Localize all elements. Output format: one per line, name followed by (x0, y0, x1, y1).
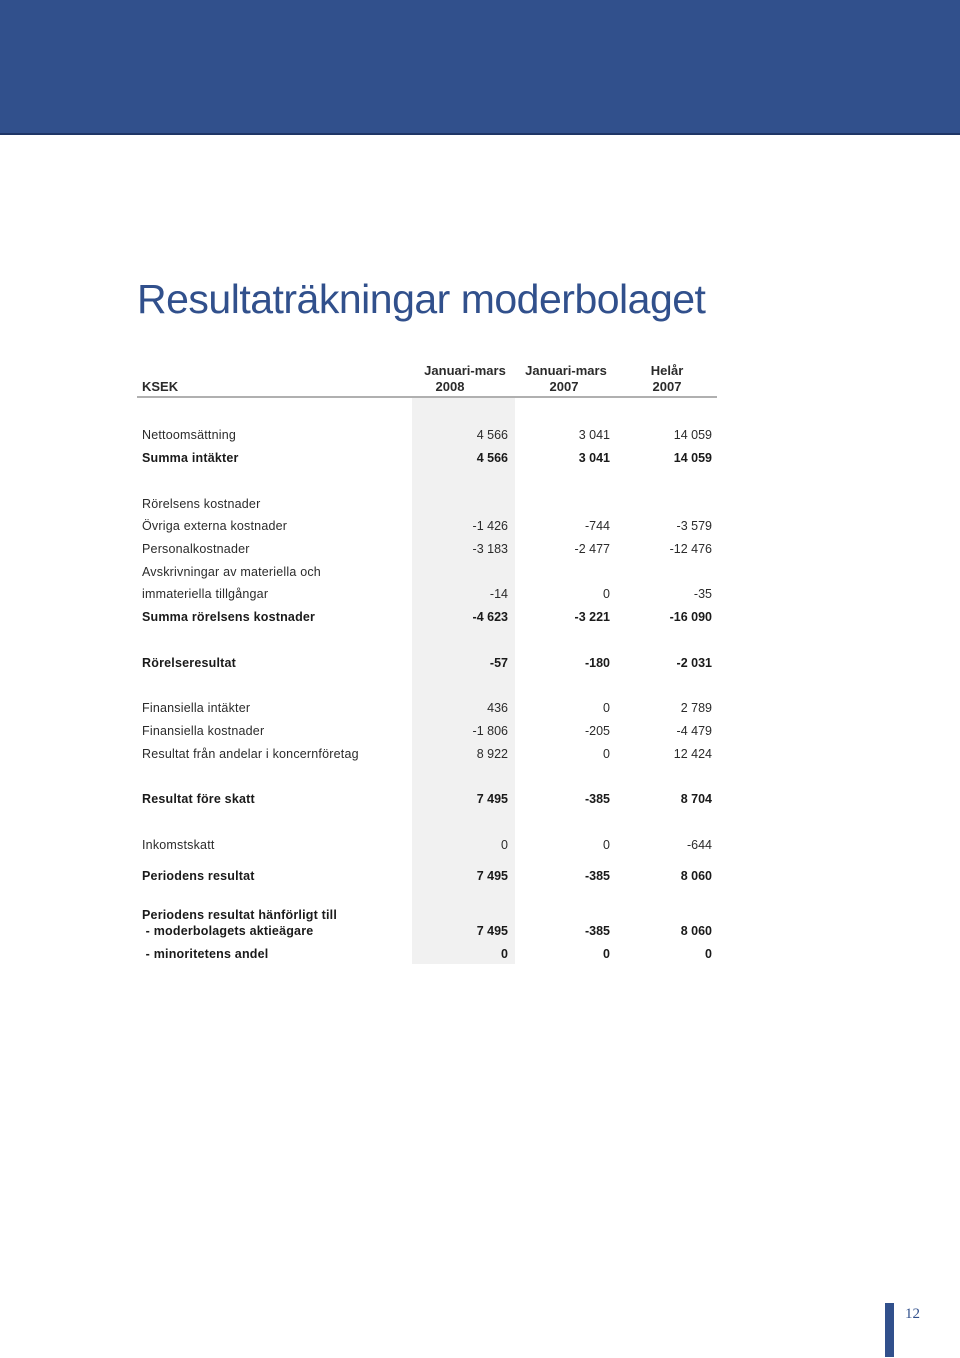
table-row (142, 722, 714, 740)
row-label: - minoritetens andel (142, 947, 269, 961)
value-full-year-2007: -12 476 (669, 542, 712, 556)
col-header-2-year: 2007 (549, 379, 579, 394)
value-jan-mar-2008: -57 (489, 656, 508, 670)
value-jan-mar-2007: 0 (603, 701, 610, 715)
header-band (0, 0, 960, 135)
value-jan-mar-2008: -14 (489, 587, 508, 601)
table-row (142, 426, 714, 444)
row-label: Resultat från andelar i koncernföretag (142, 747, 359, 761)
value-jan-mar-2007: 0 (603, 587, 610, 601)
value-jan-mar-2007: 3 041 (578, 428, 610, 442)
value-full-year-2007: -35 (693, 587, 712, 601)
col-header-1 (418, 363, 512, 395)
row-label: Summa rörelsens kostnader (142, 610, 316, 624)
value-full-year-2007: 0 (705, 947, 712, 961)
value-jan-mar-2008: 7 495 (476, 924, 508, 938)
col-header-2 (519, 363, 613, 395)
page-title: Resultaträkningar moderbolaget (137, 276, 706, 322)
table-row (142, 867, 714, 885)
table-row (142, 608, 714, 626)
value-jan-mar-2007: -180 (584, 656, 610, 670)
value-jan-mar-2008: 0 (501, 947, 508, 961)
value-jan-mar-2007: 0 (603, 747, 610, 761)
header-rule (137, 396, 717, 398)
table-row (142, 495, 714, 513)
value-jan-mar-2007: 0 (603, 838, 610, 852)
value-jan-mar-2008: -3 183 (472, 542, 508, 556)
table-row (142, 699, 714, 717)
row-label: Personalkostnader (142, 542, 250, 556)
value-full-year-2007: -644 (686, 838, 712, 852)
value-jan-mar-2007: 0 (603, 947, 610, 961)
row-label: - moderbolagets aktieägare (142, 924, 314, 938)
page-number: 12 (905, 1306, 920, 1322)
col-header-1-year: 2008 (435, 379, 465, 394)
row-label: Finansiella intäkter (142, 701, 251, 715)
row-label: Övriga externa kostnader (142, 519, 288, 533)
value-jan-mar-2007: -385 (584, 792, 610, 806)
table-row (142, 836, 714, 854)
value-jan-mar-2008: 4 566 (476, 451, 508, 465)
table-row (142, 540, 714, 558)
table-row (142, 449, 714, 467)
value-jan-mar-2007: -3 221 (574, 610, 610, 624)
value-full-year-2007: -16 090 (669, 610, 712, 624)
table-row (142, 922, 714, 940)
value-jan-mar-2007: -385 (584, 924, 610, 938)
table-row (142, 517, 714, 535)
row-label: Rörelsens kostnader (142, 497, 261, 511)
value-jan-mar-2008: 4 566 (476, 428, 508, 442)
page-marker (885, 1303, 894, 1357)
row-label: Nettoomsättning (142, 428, 237, 442)
value-jan-mar-2008: 8 922 (476, 747, 508, 761)
value-jan-mar-2008: 7 495 (476, 792, 508, 806)
value-full-year-2007: 8 060 (680, 924, 712, 938)
value-jan-mar-2008: 0 (501, 838, 508, 852)
row-label: Avskrivningar av materiella och (142, 565, 321, 579)
value-full-year-2007: 8 060 (680, 869, 712, 883)
unit-label: KSEK (142, 379, 179, 394)
value-jan-mar-2007: -744 (584, 519, 610, 533)
value-jan-mar-2008: 7 495 (476, 869, 508, 883)
col-header-2-period: Januari-mars (525, 363, 607, 378)
value-jan-mar-2008: -1 806 (472, 724, 508, 738)
table-row (142, 585, 714, 603)
table-row (142, 654, 714, 672)
value-full-year-2007: -2 031 (676, 656, 712, 670)
value-jan-mar-2008: -1 426 (472, 519, 508, 533)
col-header-1-period: Januari-mars (424, 363, 506, 378)
row-label: Rörelseresultat (142, 656, 237, 670)
value-full-year-2007: 14 059 (673, 428, 712, 442)
value-full-year-2007: 2 789 (680, 701, 712, 715)
value-full-year-2007: -4 479 (676, 724, 712, 738)
value-jan-mar-2007: -385 (584, 869, 610, 883)
value-jan-mar-2008: 436 (487, 701, 508, 715)
row-label: Finansiella kostnader (142, 724, 265, 738)
value-jan-mar-2007: 3 041 (578, 451, 610, 465)
table-row (142, 745, 714, 763)
row-label: Periodens resultat hänförligt till (142, 908, 338, 922)
value-full-year-2007: -3 579 (676, 519, 712, 533)
table-row (142, 945, 714, 963)
row-label: Periodens resultat (142, 869, 255, 883)
col-header-3-period: Helår (650, 363, 684, 378)
table-row (142, 563, 714, 581)
row-label: Inkomstskatt (142, 838, 215, 852)
value-jan-mar-2007: -205 (584, 724, 610, 738)
value-jan-mar-2008: -4 623 (472, 610, 508, 624)
col-header-3 (620, 363, 714, 395)
table-row (142, 790, 714, 808)
row-label: Summa intäkter (142, 451, 239, 465)
row-label: Resultat före skatt (142, 792, 255, 806)
value-full-year-2007: 12 424 (673, 747, 712, 761)
value-full-year-2007: 14 059 (673, 451, 712, 465)
col-header-3-year: 2007 (652, 379, 682, 394)
value-jan-mar-2007: -2 477 (574, 542, 610, 556)
value-full-year-2007: 8 704 (680, 792, 712, 806)
row-label: immateriella tillgångar (142, 587, 269, 601)
